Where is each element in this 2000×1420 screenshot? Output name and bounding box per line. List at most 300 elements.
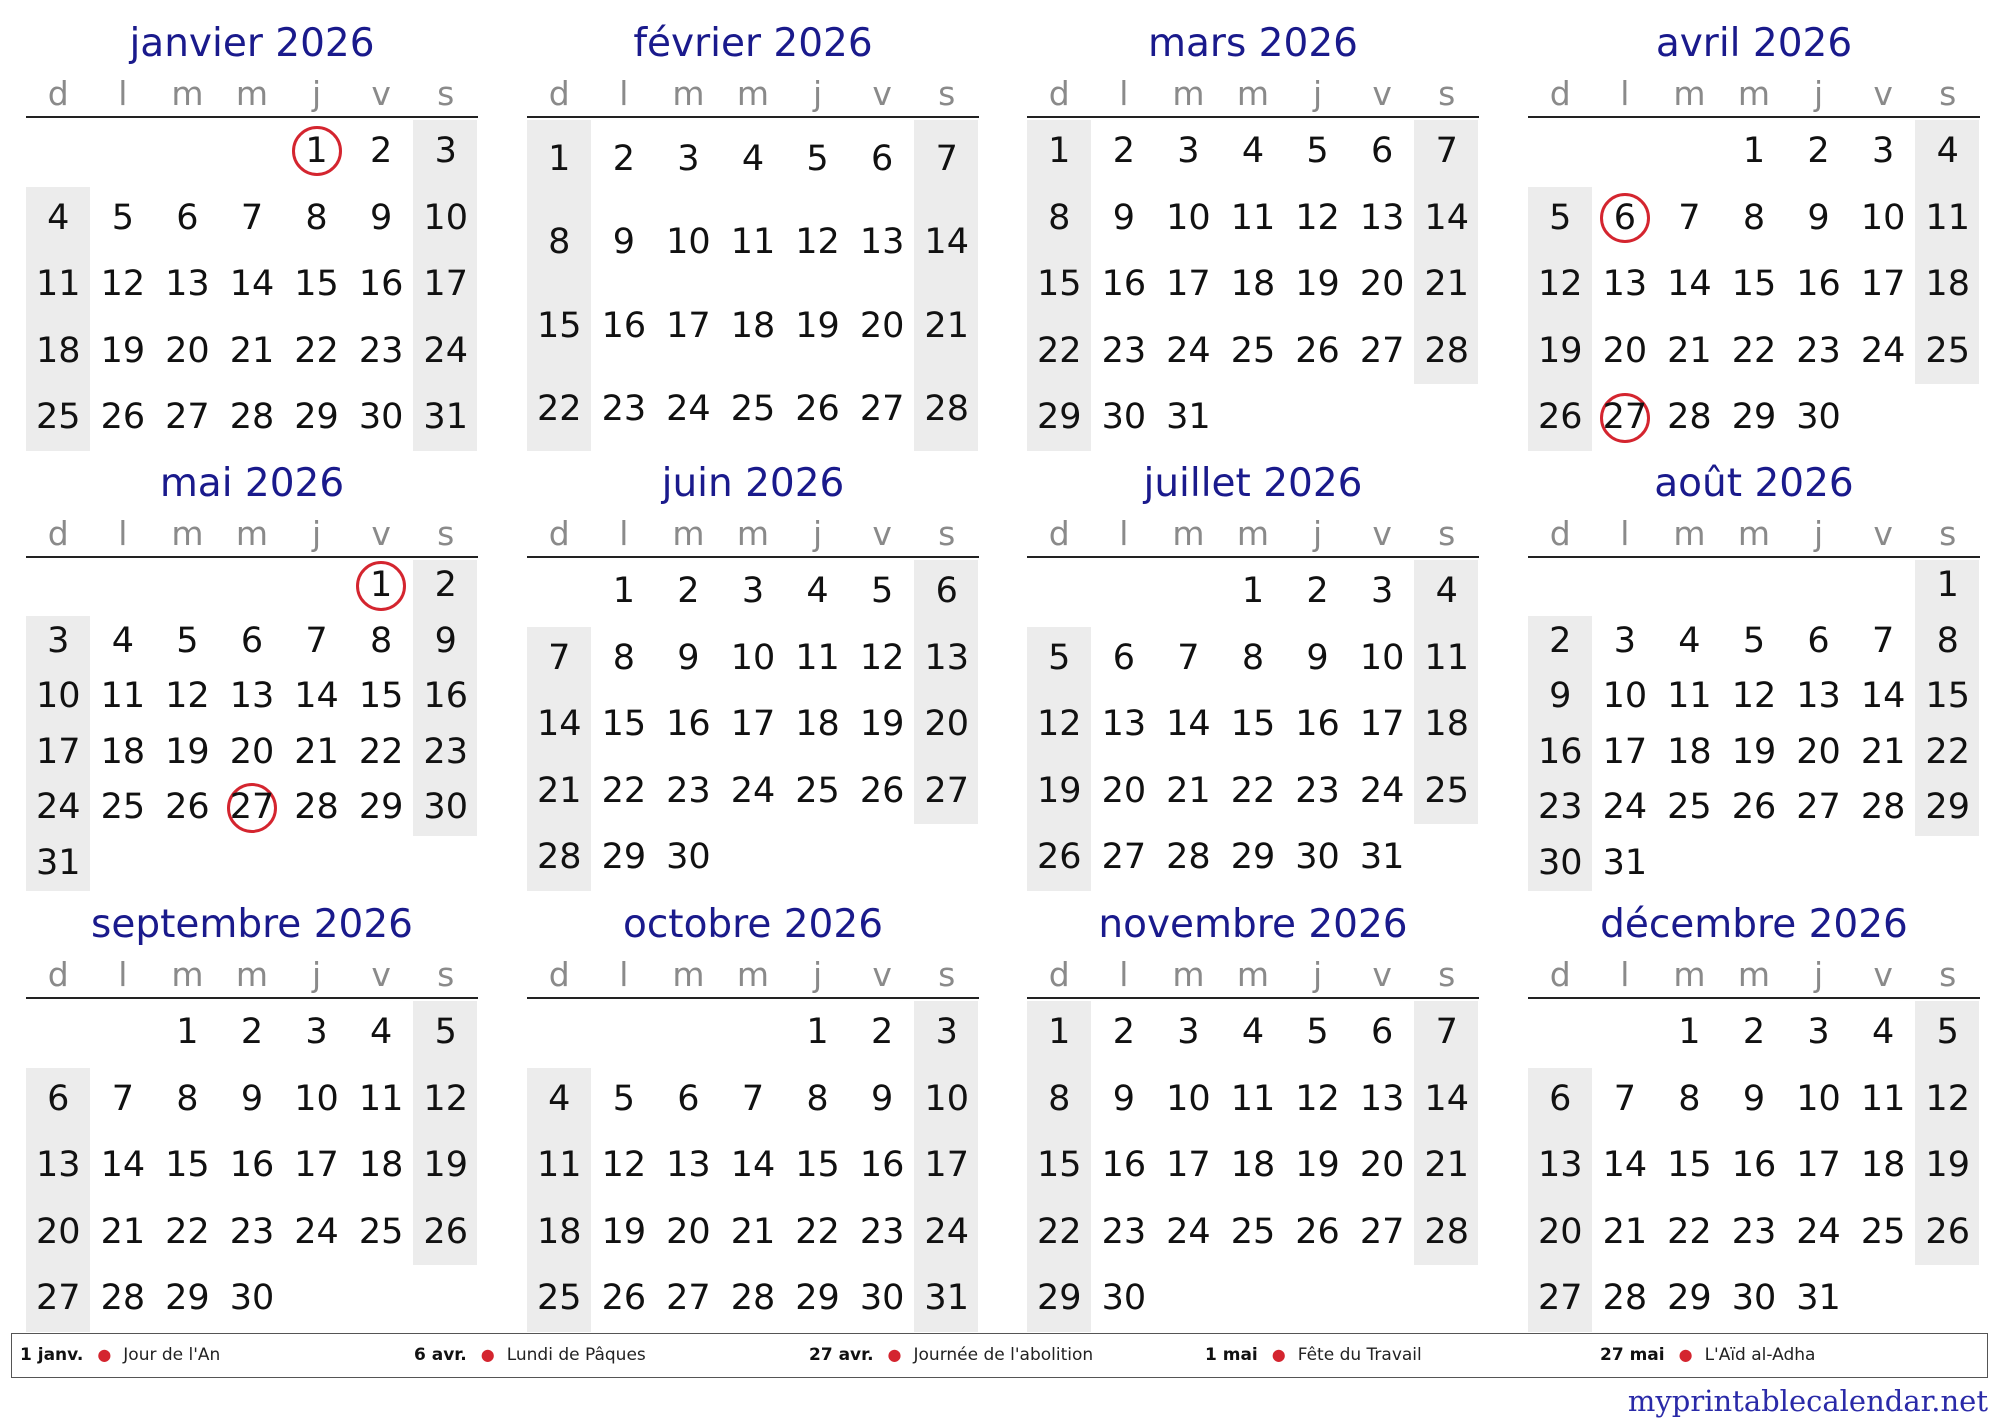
day-number: 21 <box>1860 731 1906 772</box>
day-cell <box>413 780 478 836</box>
day-cell <box>914 285 979 368</box>
day-number: 22 <box>795 1211 840 1252</box>
day-cell <box>1593 669 1658 725</box>
day-number: 13 <box>1359 197 1405 238</box>
day-cell <box>91 1199 156 1266</box>
day-cell <box>1221 999 1286 1066</box>
day-grid <box>1528 999 1980 1332</box>
day-grid <box>26 118 478 451</box>
day-cell <box>1722 251 1787 318</box>
day-cell <box>1786 999 1851 1066</box>
day-number: 24 <box>666 388 711 429</box>
day-cell <box>284 1066 349 1133</box>
day-cell <box>155 999 220 1066</box>
day-cell <box>413 185 478 252</box>
day-number: 20 <box>666 1211 711 1252</box>
day-cell <box>1285 318 1350 385</box>
weekday-label: d <box>548 74 570 113</box>
day-cell <box>1092 384 1157 451</box>
day-number: 2 <box>369 131 393 171</box>
day-cell <box>850 201 915 284</box>
weekday-label: s <box>437 514 455 553</box>
day-cell <box>1414 1132 1479 1199</box>
day-number: 27 <box>1796 787 1841 827</box>
day-cell <box>1156 251 1221 318</box>
day-cell <box>656 1066 721 1133</box>
day-number: 10 <box>1860 197 1906 238</box>
day-cell <box>1786 725 1851 781</box>
day-number: 16 <box>1796 264 1841 305</box>
day-cell <box>413 384 478 451</box>
day-number: 30 <box>423 787 468 827</box>
day-number: 6 <box>1370 131 1394 171</box>
day-cell <box>1851 1199 1916 1266</box>
day-number: 12 <box>165 676 210 716</box>
day-cell <box>527 118 592 201</box>
day-number: 11 <box>537 1145 582 1186</box>
day-cell <box>1285 1066 1350 1133</box>
weekday-label: s <box>1939 514 1957 553</box>
weekday-label: m <box>672 74 705 113</box>
weekday-label: d <box>1048 514 1070 553</box>
day-number: 13 <box>859 222 905 263</box>
day-number: 10 <box>730 637 776 678</box>
day-number: 21 <box>1667 330 1712 371</box>
day-cell <box>413 1132 478 1199</box>
weekday-label: d <box>1048 74 1070 113</box>
month-title: septembre 2026 <box>91 902 413 947</box>
weekday-label: l <box>1620 955 1630 994</box>
day-number: 23 <box>1538 787 1583 827</box>
day-number: 12 <box>1037 704 1082 745</box>
weekday-header-row <box>26 514 478 554</box>
day-number: 7 <box>1435 131 1458 171</box>
day-cell <box>1221 1066 1286 1133</box>
day-cell <box>91 1265 156 1332</box>
day-cell <box>656 201 721 284</box>
day-number: 16 <box>859 1145 905 1186</box>
day-number: 26 <box>601 1278 647 1319</box>
day-number: 3 <box>1807 1012 1830 1052</box>
day-number: 6 <box>677 1078 700 1119</box>
weekday-label: m <box>171 74 204 113</box>
day-number: 4 <box>806 571 829 611</box>
day-number: 14 <box>294 676 339 716</box>
day-number: 23 <box>859 1211 905 1252</box>
bullet-icon: ● <box>480 1345 495 1364</box>
day-cell <box>413 251 478 318</box>
month-title: juin 2026 <box>661 461 845 506</box>
day-number: 18 <box>537 1211 582 1252</box>
day-cell <box>592 625 657 692</box>
day-number: 24 <box>1796 1211 1841 1252</box>
weekday-label: m <box>171 514 204 553</box>
day-cell <box>1285 758 1350 825</box>
weekday-header-row <box>26 74 478 114</box>
day-cell <box>592 1132 657 1199</box>
weekday-header-row <box>1027 955 1479 995</box>
day-number: 23 <box>1101 1211 1147 1252</box>
weekday-label: m <box>1673 74 1706 113</box>
day-number: 18 <box>1424 704 1469 745</box>
day-cell <box>1092 625 1157 692</box>
day-number: 22 <box>601 770 647 811</box>
day-number: 19 <box>859 704 905 745</box>
day-number: 14 <box>1424 1078 1469 1119</box>
weekday-label: m <box>1737 74 1771 113</box>
day-cell <box>1593 1066 1658 1133</box>
day-number: 10 <box>1166 197 1211 238</box>
day-cell <box>220 780 285 836</box>
day-number: 21 <box>1602 1211 1648 1252</box>
day-number: 22 <box>1037 1211 1082 1252</box>
day-cell <box>284 780 349 836</box>
day-cell <box>284 669 349 725</box>
day-number: 12 <box>859 637 905 678</box>
day-number: 16 <box>358 264 404 305</box>
day-cell <box>1851 669 1916 725</box>
day-number: 16 <box>1101 1145 1147 1186</box>
day-number: 7 <box>1613 1078 1636 1119</box>
day-number: 14 <box>537 704 582 745</box>
day-cell <box>914 1265 979 1332</box>
day-cell <box>1221 691 1286 758</box>
day-number: 8 <box>548 222 571 263</box>
day-number: 10 <box>924 1078 969 1119</box>
day-number: 3 <box>1613 620 1636 661</box>
day-cell <box>1593 185 1658 252</box>
day-number: 14 <box>1602 1145 1648 1186</box>
weekday-label: v <box>1372 74 1392 113</box>
day-number: 16 <box>423 676 468 716</box>
day-cell <box>1350 251 1415 318</box>
weekday-label: v <box>371 74 391 113</box>
day-number: 5 <box>1742 620 1766 661</box>
day-number: 27 <box>859 388 905 429</box>
weekday-label: s <box>1438 74 1456 113</box>
day-cell <box>1851 1066 1916 1133</box>
day-number: 30 <box>1101 397 1147 438</box>
day-number: 27 <box>666 1278 711 1319</box>
day-number: 25 <box>36 397 81 438</box>
day-cell <box>1092 691 1157 758</box>
weekday-label: s <box>1939 955 1957 994</box>
day-number: 26 <box>1538 397 1583 438</box>
weekday-header-row <box>1027 514 1479 554</box>
day-number: 17 <box>1166 264 1211 305</box>
day-number: 16 <box>1101 264 1147 305</box>
day-number: 24 <box>1860 330 1906 371</box>
day-number: 24 <box>730 770 776 811</box>
month-title: avril 2026 <box>1655 21 1853 66</box>
day-cell <box>656 1265 721 1332</box>
day-cell <box>1851 780 1916 836</box>
day-cell <box>155 384 220 451</box>
day-cell <box>1593 251 1658 318</box>
day-cell <box>1528 384 1593 451</box>
day-number: 10 <box>36 676 81 716</box>
day-number: 10 <box>423 197 468 238</box>
weekday-label: j <box>311 955 322 994</box>
day-cell <box>349 780 414 836</box>
day-number: 25 <box>1424 770 1469 811</box>
day-cell <box>1915 318 1980 385</box>
day-number: 18 <box>1925 264 1970 305</box>
day-cell <box>1156 999 1221 1066</box>
day-cell <box>1027 185 1092 252</box>
day-number: 1 <box>305 131 328 171</box>
day-number: 20 <box>36 1211 81 1252</box>
day-cell <box>850 1265 915 1332</box>
day-number: 1 <box>369 565 393 605</box>
day-number: 12 <box>423 1078 468 1119</box>
day-number: 19 <box>795 305 840 346</box>
day-number: 24 <box>423 330 468 371</box>
day-number: 30 <box>229 1278 275 1319</box>
day-number: 9 <box>1112 1078 1135 1119</box>
day-number: 19 <box>1538 330 1583 371</box>
month-title: mars 2026 <box>1148 21 1358 66</box>
day-number: 8 <box>1742 197 1766 238</box>
day-cell <box>26 318 91 385</box>
day-number: 5 <box>1936 1012 1959 1052</box>
weekday-label: j <box>1312 74 1323 113</box>
day-number: 21 <box>294 731 339 772</box>
day-cell <box>284 614 349 670</box>
day-cell <box>1027 999 1092 1066</box>
day-number: 5 <box>176 620 199 661</box>
day-cell <box>1027 1199 1092 1266</box>
day-cell <box>1915 780 1980 836</box>
day-number: 27 <box>229 787 275 827</box>
day-number: 9 <box>1112 197 1135 238</box>
day-cell <box>785 691 850 758</box>
day-number: 18 <box>1230 1145 1276 1186</box>
day-number: 21 <box>730 1211 776 1252</box>
weekday-label: m <box>1236 514 1270 553</box>
day-cell <box>1722 1265 1787 1332</box>
day-number: 7 <box>240 197 264 238</box>
day-number: 19 <box>1295 264 1340 305</box>
day-number: 2 <box>612 139 635 179</box>
day-cell <box>26 725 91 781</box>
weekday-label: m <box>1737 514 1771 553</box>
weekday-label: m <box>1236 955 1270 994</box>
site-link[interactable]: myprintablecalendar.net <box>1627 1384 1988 1418</box>
day-cell <box>1786 318 1851 385</box>
day-number: 10 <box>1359 637 1405 678</box>
day-number: 31 <box>1796 1278 1841 1319</box>
day-number: 31 <box>1166 397 1211 438</box>
day-cell <box>1722 1132 1787 1199</box>
day-number: 3 <box>1177 1012 1200 1052</box>
day-cell <box>1657 1132 1722 1199</box>
day-cell <box>284 1199 349 1266</box>
day-cell <box>721 691 786 758</box>
day-grid <box>527 999 979 1332</box>
day-cell <box>850 625 915 692</box>
weekday-label: m <box>736 74 770 113</box>
day-number: 8 <box>1936 620 1959 661</box>
day-number: 11 <box>1230 197 1276 238</box>
weekday-label: m <box>1172 514 1205 553</box>
day-number: 20 <box>859 305 905 346</box>
day-number: 23 <box>1101 330 1147 371</box>
day-number: 3 <box>1370 571 1394 611</box>
day-cell <box>1528 780 1593 836</box>
day-number: 26 <box>100 397 146 438</box>
day-cell <box>1414 1199 1479 1266</box>
day-cell <box>1092 185 1157 252</box>
day-cell <box>656 1199 721 1266</box>
day-cell <box>1722 1066 1787 1133</box>
day-cell <box>1915 999 1980 1066</box>
day-cell <box>1593 318 1658 385</box>
day-number: 9 <box>240 1078 264 1119</box>
day-cell <box>1350 824 1415 891</box>
day-number: 18 <box>1667 731 1712 772</box>
day-number: 15 <box>358 676 404 716</box>
day-number: 19 <box>100 330 146 371</box>
bullet-icon: ● <box>887 1345 902 1364</box>
day-cell <box>1156 185 1221 252</box>
day-number: 7 <box>1871 620 1895 661</box>
day-cell <box>349 669 414 725</box>
day-cell <box>1221 758 1286 825</box>
holiday-name: L'Aïd al-Adha <box>1704 1345 1816 1365</box>
weekday-label: j <box>1813 514 1824 553</box>
day-cell <box>1657 725 1722 781</box>
day-number: 29 <box>601 837 647 878</box>
day-cell <box>1722 185 1787 252</box>
day-cell <box>1528 1265 1593 1332</box>
holiday-entry <box>1205 1334 1422 1376</box>
weekday-label: j <box>812 74 823 113</box>
day-number: 6 <box>935 571 958 611</box>
day-cell <box>155 185 220 252</box>
day-cell <box>26 669 91 725</box>
day-cell <box>91 669 156 725</box>
day-number: 3 <box>677 139 700 179</box>
day-number: 12 <box>1295 1078 1340 1119</box>
day-cell <box>850 999 915 1066</box>
day-number: 24 <box>1359 770 1405 811</box>
day-number: 2 <box>1742 1012 1766 1052</box>
day-number: 9 <box>369 197 393 238</box>
day-number: 21 <box>100 1211 146 1252</box>
day-cell <box>527 1066 592 1133</box>
day-number: 6 <box>1613 197 1636 238</box>
day-number: 19 <box>1295 1145 1340 1186</box>
day-number: 26 <box>1295 330 1340 371</box>
day-cell <box>1528 614 1593 670</box>
day-number: 7 <box>935 139 958 179</box>
day-cell <box>155 1132 220 1199</box>
day-number: 15 <box>1925 676 1970 716</box>
day-number: 29 <box>1037 1278 1082 1319</box>
day-cell <box>1786 669 1851 725</box>
weekday-label: l <box>619 955 629 994</box>
day-number: 27 <box>1359 1211 1405 1252</box>
day-number: 8 <box>369 620 393 661</box>
day-cell <box>721 1265 786 1332</box>
day-number: 14 <box>730 1145 776 1186</box>
day-number: 2 <box>434 565 457 605</box>
day-number: 11 <box>1230 1078 1276 1119</box>
day-number: 19 <box>165 731 210 772</box>
day-cell <box>1915 614 1980 670</box>
day-number: 23 <box>1731 1211 1777 1252</box>
weekday-label: j <box>812 955 823 994</box>
day-cell <box>592 824 657 891</box>
day-number: 4 <box>741 139 765 179</box>
day-cell <box>413 118 478 185</box>
holiday-entry <box>414 1334 646 1376</box>
day-number: 15 <box>795 1145 840 1186</box>
day-cell <box>1092 251 1157 318</box>
day-cell <box>1786 1199 1851 1266</box>
day-cell <box>1027 1066 1092 1133</box>
day-cell <box>1092 1265 1157 1332</box>
weekday-header-row <box>26 955 478 995</box>
weekday-label: m <box>171 955 204 994</box>
day-cell <box>1528 185 1593 252</box>
day-cell <box>1851 614 1916 670</box>
day-cell <box>349 251 414 318</box>
day-number: 4 <box>47 197 70 238</box>
weekday-label: d <box>1549 74 1571 113</box>
day-cell <box>284 318 349 385</box>
day-cell <box>91 185 156 252</box>
month-title: janvier 2026 <box>129 21 375 66</box>
day-number: 9 <box>677 637 700 678</box>
day-cell <box>721 1199 786 1266</box>
weekday-label: v <box>1372 514 1392 553</box>
day-cell <box>1851 999 1916 1066</box>
day-number: 20 <box>924 704 969 745</box>
day-cell <box>1593 1199 1658 1266</box>
day-grid <box>1027 118 1479 451</box>
day-cell <box>1593 614 1658 670</box>
day-number: 1 <box>1241 571 1265 611</box>
day-number: 11 <box>795 637 840 678</box>
day-number: 29 <box>1667 1278 1712 1319</box>
day-number: 9 <box>1549 676 1572 716</box>
day-number: 29 <box>358 787 404 827</box>
day-cell <box>914 691 979 758</box>
day-cell <box>785 368 850 451</box>
day-cell <box>155 725 220 781</box>
day-number: 5 <box>1306 1012 1329 1052</box>
day-cell <box>656 625 721 692</box>
day-cell <box>914 558 979 625</box>
day-cell <box>1722 614 1787 670</box>
day-number: 31 <box>1602 842 1648 883</box>
day-cell <box>1593 1265 1658 1332</box>
day-cell <box>1786 1132 1851 1199</box>
day-cell <box>1722 318 1787 385</box>
day-cell <box>785 201 850 284</box>
day-cell <box>914 999 979 1066</box>
day-number: 22 <box>165 1211 210 1252</box>
day-number: 2 <box>677 571 700 611</box>
day-cell <box>1414 999 1479 1066</box>
day-number: 3 <box>935 1012 958 1052</box>
day-cell <box>656 368 721 451</box>
day-number: 16 <box>229 1145 275 1186</box>
day-cell <box>349 118 414 185</box>
day-cell <box>1350 1066 1415 1133</box>
